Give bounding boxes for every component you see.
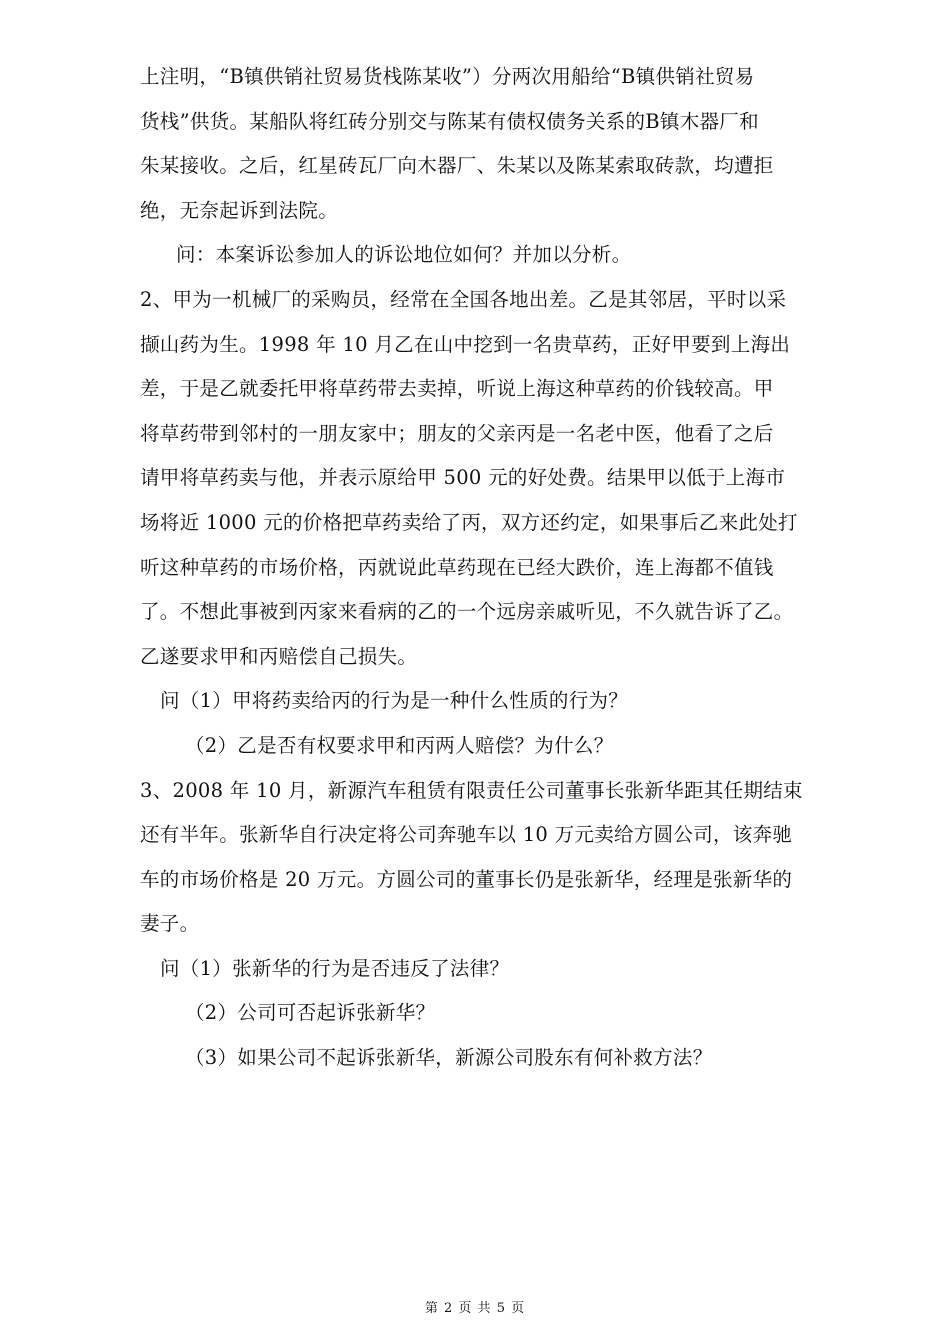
text-line: 3、2008 年 10 月，新源汽车租赁有限责任公司董事长张新华距其任期结束 — [140, 778, 803, 802]
text-line: 货栈”供货。某船队将红砖分别交与陈某有债权债务关系的B镇木器厂和 — [140, 109, 759, 133]
text-line: 了。不想此事被到丙家来看病的乙的一个远房亲戚听见，不久就告诉了乙。 — [140, 600, 794, 624]
text-line: 乙遂要求甲和丙赔偿自己损失。 — [140, 644, 418, 668]
question-line: （2）乙是否有权要求甲和丙两人赔偿？为什么？ — [185, 733, 614, 757]
text-line: 绝，无奈起诉到法院。 — [140, 198, 339, 222]
question-line: （2）公司可否起诉张新华？ — [185, 1001, 436, 1025]
question-line: 问：本案诉讼参加人的诉讼地位如何？并加以分析。 — [176, 243, 632, 267]
question-line: 问（1）甲将药卖给丙的行为是一种什么性质的行为？ — [160, 689, 629, 713]
text-line: 2、甲为一机械厂的采购员，经常在全国各地出差。乙是其邻居，平时以采 — [140, 287, 787, 311]
document-body — [140, 55, 850, 1081]
text-line: 听这种草药的市场价格，丙就说此草药现在已经大跌价，连上海都不值钱 — [140, 555, 774, 579]
text-line: 差，于是乙就委托甲将草药带去卖掉，听说上海这种草药的价钱较高。甲 — [140, 377, 774, 401]
text-line: 还有半年。张新华自行决定将公司奔驰车以 10 万元卖给方圆公司，该奔驰 — [140, 823, 793, 847]
text-line: 将草药带到邻村的一朋友家中；朋友的父亲丙是一名老中医，他看了之后 — [140, 421, 774, 445]
text-line: 撷山药为生。1998 年 10 月乙在山中挖到一名贵草药，正好甲要到上海出 — [140, 332, 791, 356]
text-line: 上注明，“B镇供销社贸易货栈陈某收”）分两次用船给“B镇供销社贸易 — [140, 65, 755, 88]
text-line: 妻子。 — [140, 912, 200, 936]
question-line: 问（1）张新华的行为是否违反了法律？ — [160, 956, 510, 980]
text-line: 请甲将草药卖与他，并表示原给甲 500 元的好处费。结果甲以低于上海市 — [140, 466, 786, 490]
page-footer: 第 2 页 共 5 页 — [424, 1301, 526, 1316]
text-line: 车的市场价格是 20 万元。方圆公司的董事长仍是张新华，经理是张新华的 — [140, 867, 793, 891]
text-line: 朱某接收。之后，红星砖瓦厂向木器厂、朱某以及陈某索取砖款，均遭拒 — [140, 154, 774, 178]
text-line: 场将近 1000 元的价格把草药卖给了丙，双方还约定，如果事后乙来此处打 — [140, 510, 798, 534]
question-line: （3）如果公司不起诉张新华，新源公司股东有何补救方法？ — [185, 1046, 713, 1070]
